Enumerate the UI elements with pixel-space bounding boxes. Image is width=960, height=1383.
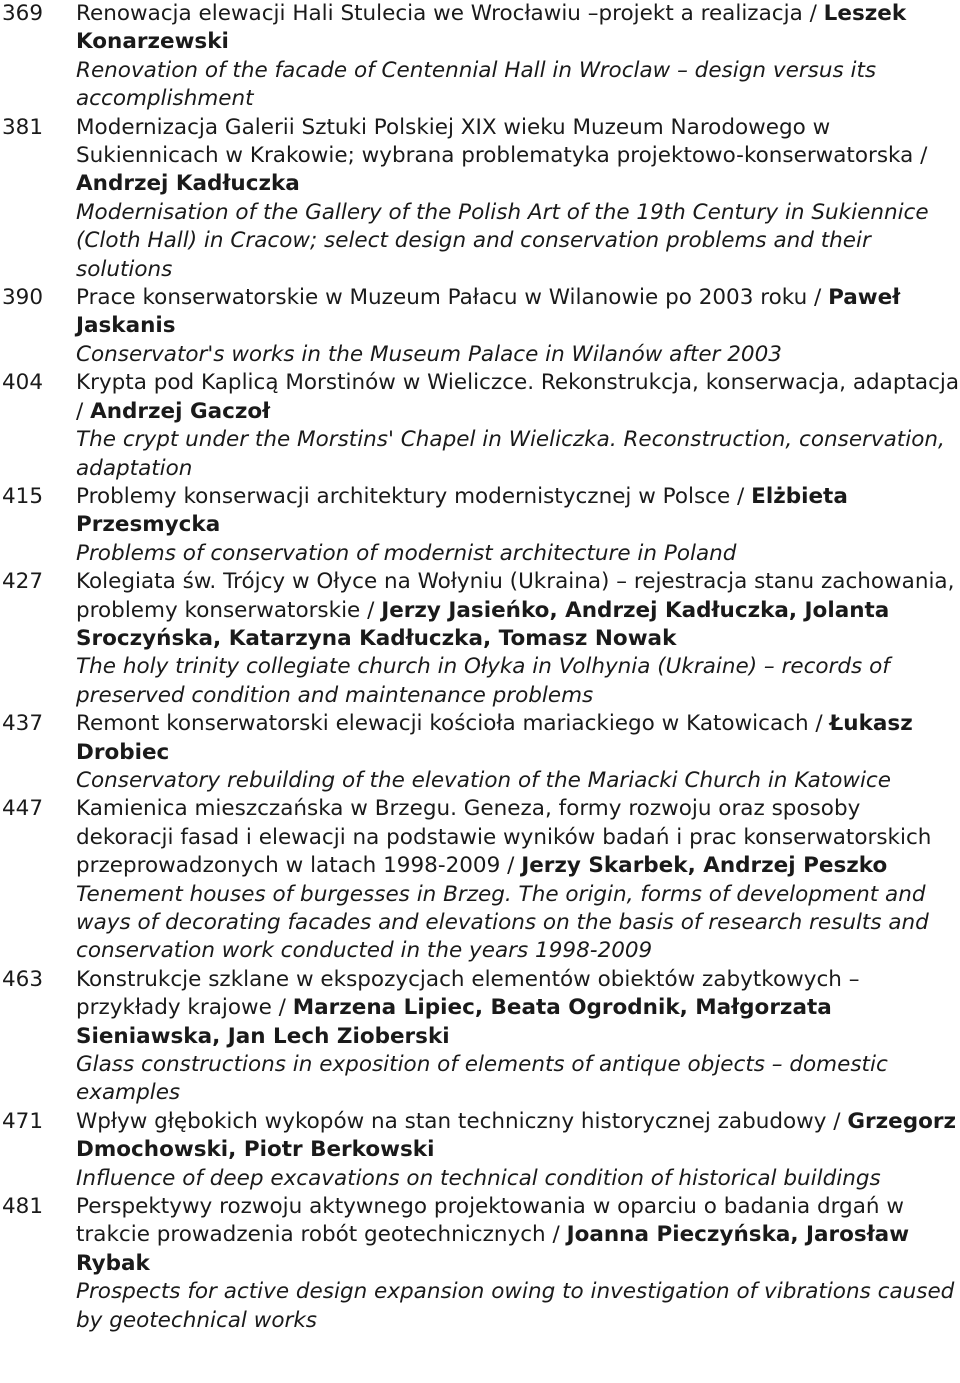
title-english: Conservator's works in the Museum Palace in Wilanów after 2003 — [76, 341, 782, 367]
title-polish: Remont konserwatorski elewacji kościoła mariackiego w Katowicach / — [76, 711, 830, 737]
toc-entry — [0, 568, 960, 710]
entry-title-pl — [76, 1108, 960, 1165]
toc-entry — [0, 114, 960, 284]
entry-title-pl — [76, 795, 960, 880]
title-english: Prospects for active design expansion owing to investigation of vibrations caused by geotechnical works — [76, 1279, 955, 1333]
title-polish: Renowacja elewacji Hali Stulecia we Wrocławiu –projekt a realizacja / — [76, 1, 824, 26]
author-names: Elżbieta Przesmycka — [76, 483, 848, 538]
toc-entry — [0, 1193, 960, 1335]
title-polish: Konstrukcje szklane w ekspozycjach elementów obiektów zabytkowych – przykłady krajowe / — [76, 966, 860, 1021]
title-polish: Modernizacja Galerii Sztuki Polskiej XIX wieku Muzeum Narodowego w Sukiennicach w Krakowie; wybrana problematyka projektowo-konserwatorska / — [76, 114, 928, 169]
entry-title-pl — [76, 568, 960, 653]
entry-title-pl — [76, 0, 960, 57]
author-names: Łukasz Drobiec — [76, 711, 913, 765]
entry-title-pl — [76, 1193, 960, 1278]
title-english: Glass constructions in exposition of elements of antique objects – domestic examples — [76, 1052, 888, 1106]
entry-title-pl — [76, 710, 960, 767]
author-names: Grzegorz Dmochowski, Piotr Berkowski — [76, 1108, 957, 1163]
title-english: Tenement houses of burgesses in Brzeg. The origin, forms of development and ways of decorating facades and elevations on the basis of research results and conservation work conducted in the years 1998-2009 — [76, 881, 929, 964]
author-names: Paweł Jaskanis — [76, 285, 901, 339]
title-polish: Wpływ głębokich wykopów na stan techniczny historycznej zabudowy / — [76, 1108, 848, 1134]
entry-title-pl — [76, 483, 960, 540]
title-english: Problems of conservation of modernist architecture in Poland — [76, 540, 737, 566]
author-names: Andrzej Kadłuczka — [76, 171, 300, 197]
page-number: 390 — [2, 285, 44, 311]
author-names: Leszek Konarzewski — [76, 1, 907, 55]
title-polish: Kolegiata św. Trójcy w Ołyce na Wołyniu (Ukraina) – rejestracja stanu zachowania, problemy konserwatorskie / — [76, 569, 955, 623]
page-number: 415 — [2, 483, 44, 509]
title-polish: Prace konserwatorskie w Muzeum Pałacu w Wilanowie po 2003 roku / — [76, 285, 829, 311]
title-english: Conservatory rebuilding of the elevation of the Mariacki Church in Katowice — [76, 767, 891, 793]
title-polish: Krypta pod Kaplicą Morstinów w Wieliczce. Rekonstrukcja, konserwacja, adaptacja / — [76, 370, 960, 424]
author-names: Jerzy Skarbek, Andrzej Peszko — [521, 853, 888, 879]
entry-title-pl — [76, 114, 960, 199]
title-polish: Problemy konserwacji architektury modernistycznej w Polsce / — [76, 483, 752, 509]
toc-entry — [0, 369, 960, 483]
title-english: Influence of deep excavations on technical condition of historical buildings — [76, 1165, 881, 1191]
page-number: 427 — [2, 569, 44, 595]
toc-entry — [0, 483, 960, 568]
entry-title-pl — [76, 966, 960, 1051]
page-number: 381 — [2, 114, 44, 140]
page-number: 369 — [2, 1, 44, 26]
author-names: Marzena Lipiec, Beata Ogrodnik, Małgorzata Sieniawska, Jan Lech Zioberski — [76, 995, 832, 1049]
page-number: 471 — [2, 1108, 44, 1134]
page-number: 447 — [2, 796, 44, 822]
page-number: 437 — [2, 711, 44, 737]
toc-entry — [0, 0, 960, 114]
toc-entry — [0, 1108, 960, 1193]
author-names: Joanna Pieczyńska, Jarosław Rybak — [76, 1222, 910, 1276]
toc-entry — [0, 795, 960, 965]
page-number: 481 — [2, 1194, 44, 1220]
toc-entry — [0, 966, 960, 1108]
title-english: The crypt under the Morstins' Chapel in Wieliczka. Reconstruction, conservation, adaptation — [76, 427, 945, 481]
page-number: 463 — [2, 966, 44, 992]
entry-title-pl — [76, 369, 960, 426]
title-polish: Perspektywy rozwoju aktywnego projektowania w oparciu o badania drgań w trakcie prowadzenia robót geotechnicznych / — [76, 1194, 904, 1248]
title-english: Modernisation of the Gallery of the Polish Art of the 19th Century in Sukiennice (Cloth Hall) in Cracow; select design and conservation problems and their solutions — [76, 199, 929, 282]
title-english: Renovation of the facade of Centennial Hall in Wroclaw – design versus its accomplishment — [76, 57, 877, 112]
title-polish: Kamienica mieszczańska w Brzegu. Geneza, formy rozwoju oraz sposoby dekoracji fasad i elewacji na podstawie wyników badań i prac konserwatorskich przeprowadzonych w latach 1998-2009 / — [76, 796, 932, 879]
toc-entry — [0, 710, 960, 795]
entry-title-pl — [76, 284, 960, 341]
title-english: The holy trinity collegiate church in Ołyka in Volhynia (Ukraine) – records of preserved condition and maintenance problems — [76, 654, 890, 708]
author-names: Andrzej Gaczoł — [90, 398, 271, 424]
toc-entry — [0, 284, 960, 369]
author-names: Jerzy Jasieńko, Andrzej Kadłuczka, Jolanta Sroczyńska, Katarzyna Kadłuczka, Tomasz Nowak — [76, 597, 890, 651]
page-number: 404 — [2, 370, 44, 396]
